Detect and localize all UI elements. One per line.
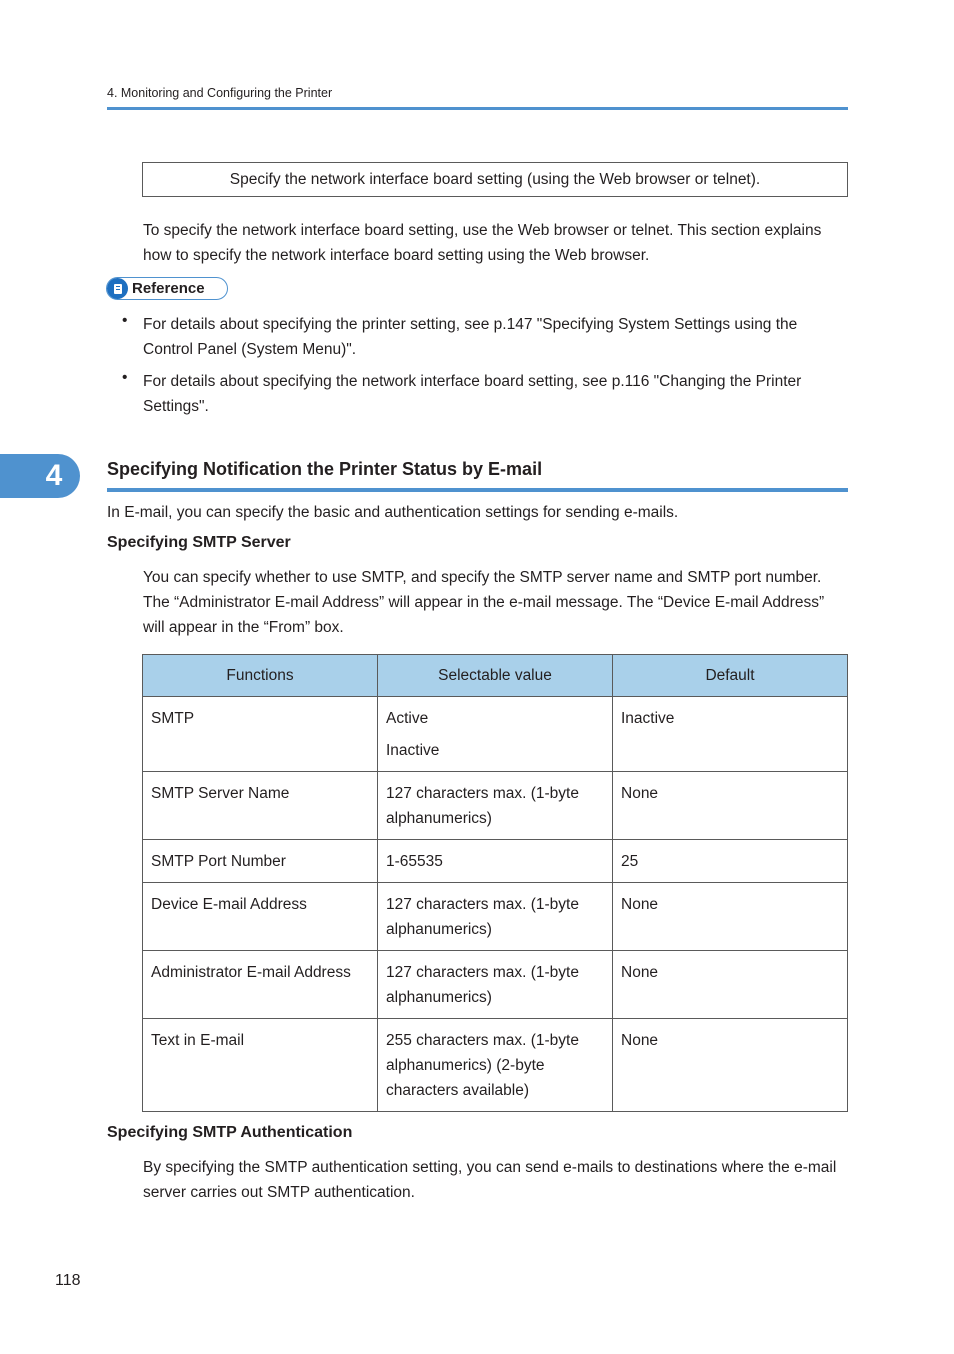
smtp-server-paragraph: [143, 565, 824, 640]
default-cell: None: [613, 883, 848, 951]
reference-item-text: Settings".: [143, 398, 209, 415]
function-cell: SMTP Server Name: [143, 772, 378, 840]
running-header: 4. Monitoring and Configuring the Printer: [107, 86, 333, 100]
value-line: characters available): [386, 1082, 530, 1099]
default-cell: 25: [613, 840, 848, 883]
reference-item-text: For details about specifying the network interface board setting, see p.116 "Changing the Printer: [143, 373, 802, 390]
value-line: 127 characters max. (1-byte: [386, 896, 579, 913]
note-box-text: Specify the network interface board setting (using the Web browser or telnet).: [229, 170, 761, 188]
value-line: 1-65535: [386, 853, 443, 870]
reference-item-text: For details about specifying the printer setting, see p.147 "Specifying System Settings using the: [143, 316, 798, 333]
table-row: [143, 1019, 848, 1112]
note-box: [142, 162, 848, 197]
selectable-value-cell: [378, 1019, 613, 1112]
chapter-number: 4: [45, 459, 63, 492]
reference-label: Reference: [132, 280, 205, 297]
selectable-value-cell: [378, 883, 613, 951]
table-row: [143, 951, 848, 1019]
smtp-settings-table: [142, 654, 848, 1112]
intro-paragraph: [143, 218, 821, 268]
reference-item-text: Control Panel (System Menu)".: [143, 341, 357, 358]
value-line: 255 characters max. (1-byte: [386, 1032, 579, 1049]
section-divider: [107, 488, 848, 492]
page-number: 118: [55, 1272, 81, 1289]
bullet-dot: •: [122, 312, 128, 329]
value-line: Inactive: [386, 742, 440, 759]
smtp-auth-line: By specifying the SMTP authentication setting, you can send e-mails to destinations where the e-mail: [143, 1159, 837, 1176]
smtp-server-line: You can specify whether to use SMTP, and specify the SMTP server name and SMTP port number.: [143, 569, 822, 586]
column-header-functions: Functions: [143, 655, 378, 697]
reference-icon: [107, 278, 128, 299]
value-line: alphanumerics): [386, 921, 492, 938]
value-line: alphanumerics): [386, 989, 492, 1006]
table-row: [143, 883, 848, 951]
value-line: alphanumerics) (2-byte: [386, 1057, 545, 1074]
section-title: Specifying Notification the Printer Status by E-mail: [107, 459, 543, 479]
column-header-default: Default: [613, 655, 848, 697]
intro-line: how to specify the network interface board setting using the Web browser.: [143, 247, 650, 264]
value-line: 127 characters max. (1-byte: [386, 785, 579, 802]
function-cell: Device E-mail Address: [143, 883, 378, 951]
smtp-server-line: will appear in the “From” box.: [143, 619, 344, 636]
smtp-server-heading: Specifying SMTP Server: [107, 534, 291, 551]
function-cell: SMTP: [143, 697, 378, 772]
header-divider: [107, 107, 848, 110]
bullet-dot: •: [122, 369, 128, 386]
selectable-value-cell: [378, 697, 613, 772]
chapter-tab: [0, 454, 80, 498]
default-cell: None: [613, 772, 848, 840]
smtp-auth-paragraph: [143, 1155, 836, 1205]
selectable-value-cell: [378, 840, 613, 883]
function-cell: Text in E-mail: [143, 1019, 378, 1112]
value-line: 127 characters max. (1-byte: [386, 964, 579, 981]
section-intro: In E-mail, you can specify the basic and authentication settings for sending e-mails.: [107, 504, 679, 521]
column-header-selectable-value: Selectable value: [378, 655, 613, 697]
function-cell: SMTP Port Number: [143, 840, 378, 883]
smtp-server-line: The “Administrator E-mail Address” will appear in the e-mail message. The “Device E-mail Address”: [143, 594, 825, 611]
table-row: [143, 772, 848, 840]
default-cell: None: [613, 951, 848, 1019]
value-line: alphanumerics): [386, 810, 492, 827]
reference-badge: [106, 277, 228, 300]
function-cell: Administrator E-mail Address: [143, 951, 378, 1019]
table-header-row: [143, 655, 848, 697]
default-cell: Inactive: [613, 697, 848, 772]
table-row: [143, 697, 848, 772]
table-row: [143, 840, 848, 883]
selectable-value-cell: [378, 772, 613, 840]
intro-line: To specify the network interface board setting, use the Web browser or telnet. This section explains: [143, 222, 822, 239]
smtp-auth-heading: Specifying SMTP Authentication: [107, 1124, 353, 1141]
value-line: Active: [386, 710, 429, 727]
smtp-auth-line: server carries out SMTP authentication.: [143, 1184, 415, 1201]
selectable-value-cell: [378, 951, 613, 1019]
default-cell: None: [613, 1019, 848, 1112]
